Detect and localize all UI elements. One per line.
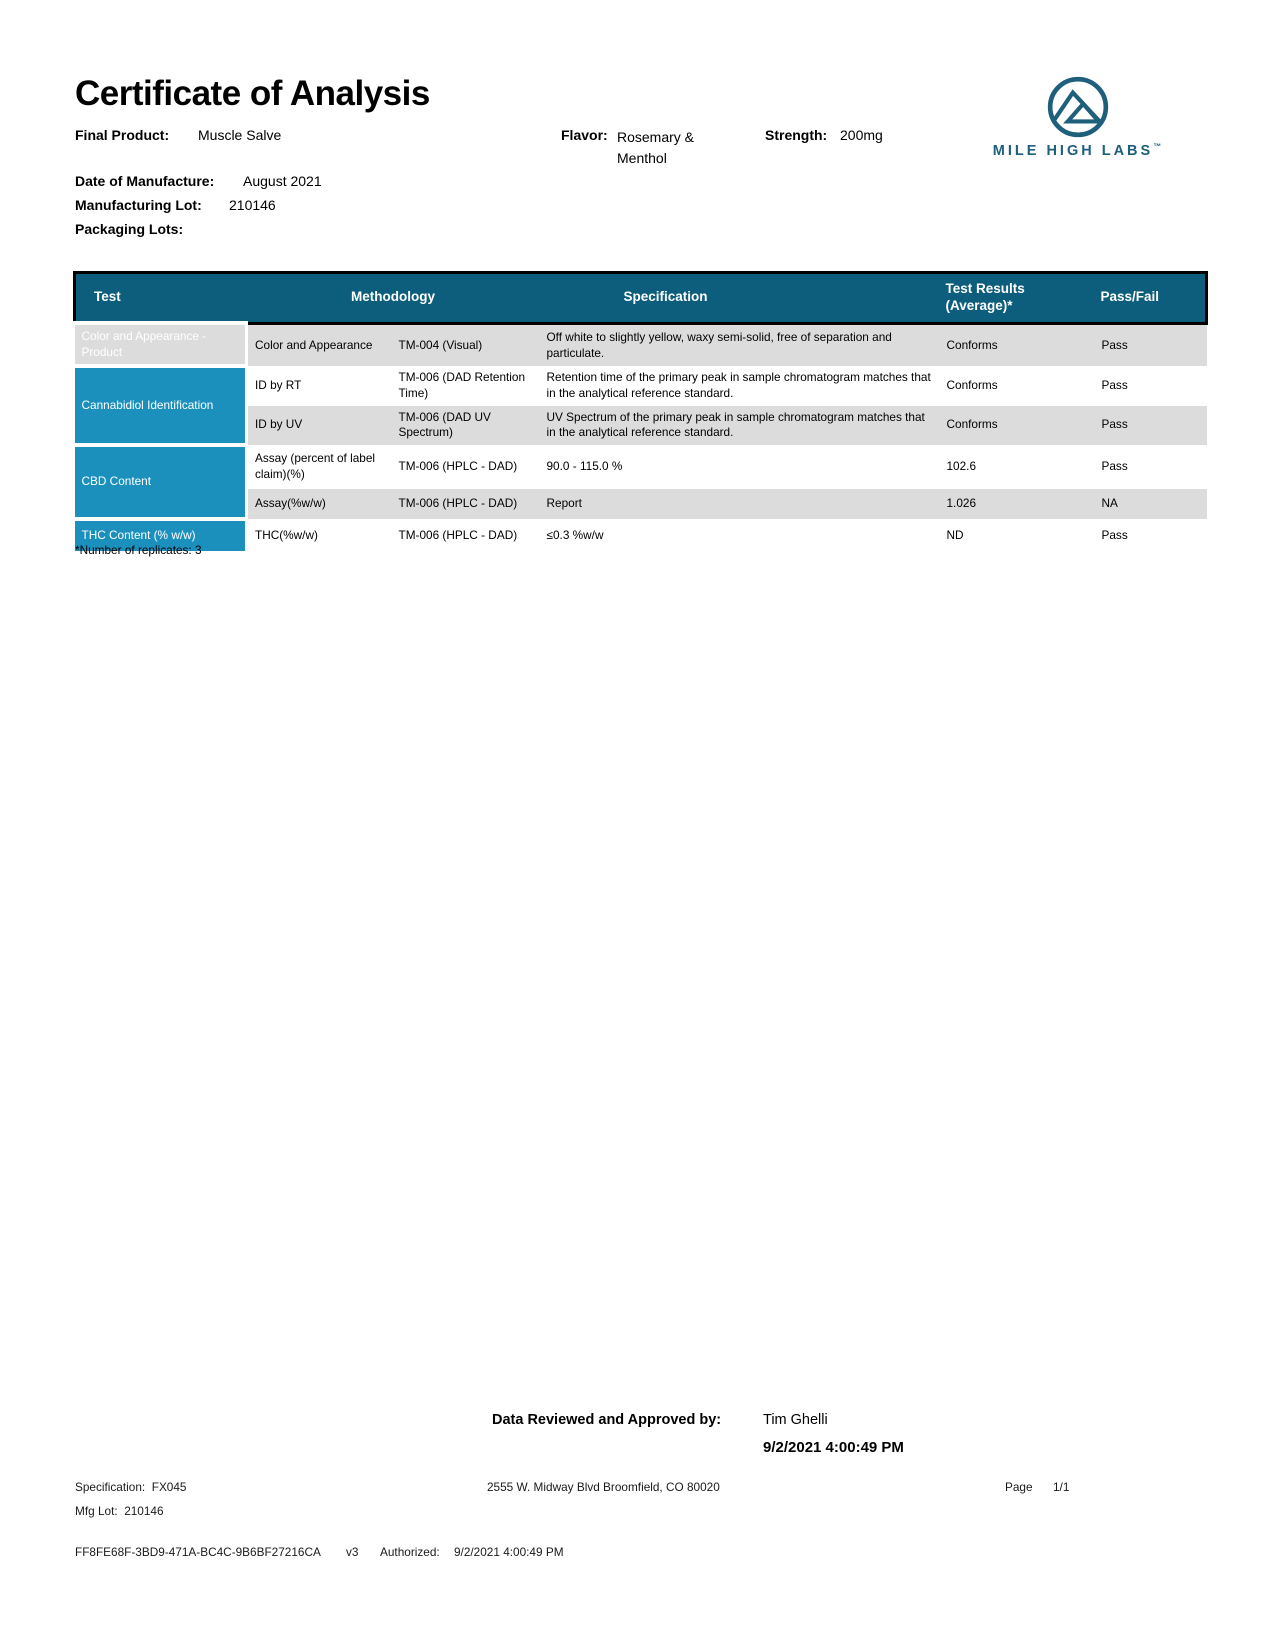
method-cell: TM-006 (HPLC - DAD) [392, 445, 540, 489]
flavor-label: Flavor: [561, 127, 608, 143]
method-cell: TM-004 (Visual) [392, 323, 540, 366]
replicates-footnote: *Number of replicates: 3 [75, 543, 202, 557]
col-header-test: Test [75, 273, 247, 324]
footer-specification-label: Specification: [75, 1480, 146, 1494]
approval-datetime: 9/2/2021 4:00:49 PM [763, 1439, 904, 1456]
col-header-test-results: Test Results (Average)* [940, 273, 1095, 324]
result-cell: 102.6 [940, 445, 1095, 489]
result-cell: Conforms [940, 366, 1095, 405]
strength-value: 200mg [840, 127, 883, 143]
footer-mfg-lot-label: Mfg Lot: [75, 1504, 118, 1518]
spec-cell: ≤0.3 %w/w [540, 519, 940, 553]
flavor-value [617, 127, 694, 169]
pass-fail-cell: Pass [1095, 519, 1207, 553]
method-cell: TM-006 (HPLC - DAD) [392, 489, 540, 519]
spec-cell: 90.0 - 115.0 % [540, 445, 940, 489]
final-product-value: Muscle Salve [198, 127, 282, 143]
page-title: Certificate of Analysis [75, 74, 430, 113]
method-cell: TM-006 (DAD Retention Time) [392, 366, 540, 405]
table-row [75, 323, 1207, 366]
pass-fail-cell: Pass [1095, 366, 1207, 405]
manufacturing-lot-value: 210146 [229, 197, 276, 213]
document-version: v3 [346, 1545, 359, 1559]
manufacturing-lot-label: Manufacturing Lot: [75, 197, 202, 213]
authorized-datetime: 9/2/2021 4:00:49 PM [454, 1545, 564, 1559]
spec-cell: UV Spectrum of the primary peak in sample chromatogram matches that in the analytical reference standard. [540, 406, 940, 445]
col-header-methodology: Methodology [247, 273, 540, 324]
footer-specification-value: FX045 [151, 1480, 187, 1494]
flavor-line2: Menthol [617, 150, 667, 166]
test-group-cell: THC Content (% w/w) [75, 519, 247, 553]
table-row [75, 366, 1207, 405]
test-group-cell: CBD Content [75, 445, 247, 519]
test-group-cell: Color and Appearance - Product [75, 323, 247, 366]
spec-cell: Report [540, 489, 940, 519]
test-name-cell: Assay(%w/w) [247, 489, 392, 519]
test-group-cell: Cannabidiol Identification [75, 366, 247, 444]
footer-mfg-lot [75, 1504, 164, 1518]
packaging-lots-label: Packaging Lots: [75, 221, 184, 237]
footer-specification [75, 1480, 187, 1494]
pass-fail-cell: NA [1095, 489, 1207, 519]
footer-page-value: 1/1 [1053, 1480, 1070, 1494]
date-of-manufacture-label: Date of Manufacture: [75, 173, 215, 189]
pass-fail-cell: Pass [1095, 323, 1207, 366]
table-row [75, 519, 1207, 553]
spec-cell: Off white to slightly yellow, waxy semi-solid, free of separation and particulate. [540, 323, 940, 366]
test-name-cell: Color and Appearance [247, 323, 392, 366]
result-cell: ND [940, 519, 1095, 553]
trademark-symbol: ™ [1153, 142, 1162, 151]
spec-cell: Retention time of the primary peak in sample chromatogram matches that in the analytical reference standard. [540, 366, 940, 405]
test-name-cell: Assay (percent of label claim)(%) [247, 445, 392, 489]
brand-wordmark [987, 142, 1167, 159]
strength-label: Strength: [765, 127, 828, 143]
document-id: FF8FE68F-3BD9-471A-BC4C-9B6BF27216CA [75, 1545, 321, 1559]
col-header-pass-fail: Pass/Fail [1095, 273, 1207, 324]
test-name-cell: THC(%w/w) [247, 519, 392, 553]
brand-name: MILE HIGH LABS [992, 142, 1154, 159]
mile-high-labs-logo [1045, 74, 1111, 140]
method-cell: TM-006 (DAD UV Spectrum) [392, 406, 540, 445]
footer-page-label: Page [1005, 1480, 1033, 1494]
result-cell: 1.026 [940, 489, 1095, 519]
authorized-label: Authorized: [380, 1545, 440, 1559]
footer-address: 2555 W. Midway Blvd Broomfield, CO 80020 [487, 1480, 720, 1494]
flavor-line1: Rosemary & [617, 129, 695, 145]
results-table-header [75, 273, 1207, 324]
final-product-label: Final Product: [75, 127, 170, 143]
method-cell: TM-006 (HPLC - DAD) [392, 519, 540, 553]
result-cell: Conforms [940, 323, 1095, 366]
pass-fail-cell: Pass [1095, 445, 1207, 489]
table-row [75, 445, 1207, 489]
approver-name: Tim Ghelli [763, 1412, 828, 1428]
date-of-manufacture-value: August 2021 [243, 173, 322, 189]
mountain-circle-icon [1045, 74, 1111, 140]
result-cell: Conforms [940, 406, 1095, 445]
approval-label: Data Reviewed and Approved by: [492, 1412, 722, 1428]
test-name-cell: ID by RT [247, 366, 392, 405]
results-table [73, 271, 1208, 555]
test-name-cell: ID by UV [247, 406, 392, 445]
col-header-specification: Specification [540, 273, 940, 324]
pass-fail-cell: Pass [1095, 406, 1207, 445]
footer-mfg-lot-value: 210146 [124, 1504, 164, 1518]
